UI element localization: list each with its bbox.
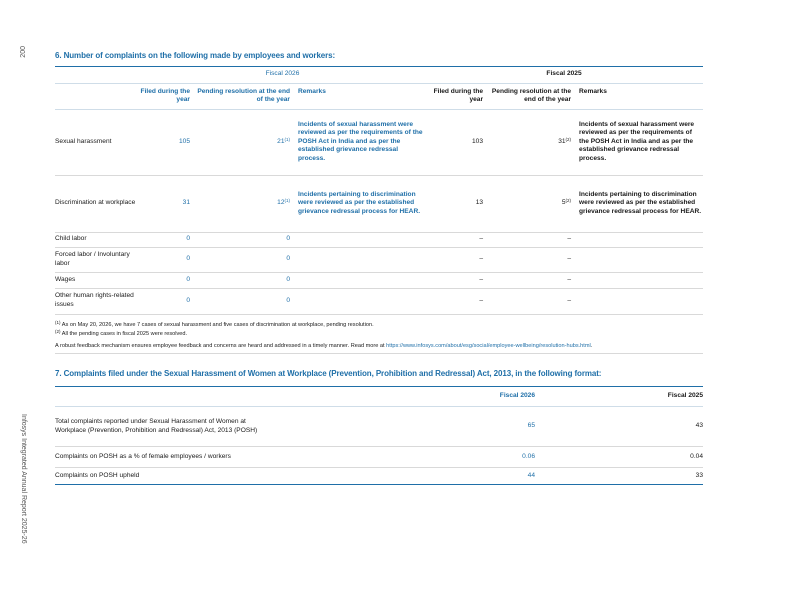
report-side-title: Infosys Integrated Annual Report 2025-26 xyxy=(20,414,27,544)
resolution-hubs-link[interactable]: https://www.infosys.com/about/esg/social/employee-wellbeing/resolution-hubs.html xyxy=(386,342,591,349)
row-label: Wages xyxy=(55,272,140,288)
footnote-ref: (1) xyxy=(284,136,290,142)
fy25-value: 33 xyxy=(535,468,703,485)
table-row xyxy=(55,468,703,485)
fy26-pending-value: 12$^{(1)}$ xyxy=(192,175,292,232)
fy25-filed-value: 13 xyxy=(425,175,485,232)
fiscal-2025-header: Fiscal 2025 xyxy=(535,387,703,407)
fiscal-year-header-row xyxy=(55,67,703,83)
fy26-pending-value: 21$^{(1)}$ xyxy=(192,109,292,175)
fy26-value: 0.06 xyxy=(273,447,535,468)
fy25-pending-header: Pending resolution at the end of the year xyxy=(485,83,573,109)
fy26-value: 65 xyxy=(273,407,535,447)
fy26-filed-value: 0 xyxy=(140,288,192,314)
table-row xyxy=(55,447,703,468)
footnotes xyxy=(55,315,703,354)
table-row xyxy=(55,247,703,272)
footnote-2: $^{(2)}$ All the pending cases in fiscal 2025 were resolved. xyxy=(55,329,188,337)
table-row xyxy=(55,175,703,232)
table-row xyxy=(55,407,703,447)
fy26-remarks-header: Remarks xyxy=(292,83,425,109)
fy25-filed-value: – xyxy=(425,272,485,288)
fy26-value: 44 xyxy=(273,468,535,485)
fy26-filed-value: 0 xyxy=(140,247,192,272)
footnote-ref: (2) xyxy=(565,198,572,204)
row-label: Other human rights-related issues xyxy=(55,288,140,314)
row-label: Total complaints reported under Sexual Harassment of Women at Workplace (Prevention, Prohibition and Redressal) Act, 2013 (POSH) xyxy=(55,407,273,447)
column-header-row xyxy=(55,83,703,109)
page-number: 200 xyxy=(20,46,27,58)
footnote-ref: (2) xyxy=(565,136,572,142)
row-label: Complaints on POSH upheld xyxy=(55,468,273,485)
fy25-filed-value: 103 xyxy=(425,109,485,175)
row-label: Forced labor / Involuntary labor xyxy=(55,247,140,272)
fy25-filed-value: – xyxy=(425,247,485,272)
fy26-filed-header: Filed during the year xyxy=(140,83,192,109)
fy25-value: 43 xyxy=(535,407,703,447)
fy26-filed-value: 0 xyxy=(140,232,192,247)
fy25-pending-value: – xyxy=(485,247,573,272)
page-content xyxy=(55,50,703,485)
fy26-pending-header: Pending resolution at the end of the year xyxy=(192,83,292,109)
fiscal-2025-header: Fiscal 2025 xyxy=(425,67,703,83)
fy25-filed-value: – xyxy=(425,288,485,314)
fy25-pending-value: – xyxy=(485,232,573,247)
fy26-filed-value: 31 xyxy=(140,175,192,232)
fy25-remarks: Incidents of sexual harassment were reviewed as per the requirements of the POSH Act in India and as per the established grievance redressal process. xyxy=(573,109,703,175)
section-6-heading: 6. Number of complaints on the following made by employees and workers: xyxy=(55,51,336,60)
fy26-pending-value: 0 xyxy=(192,247,292,272)
fy26-pending-value: 0 xyxy=(192,272,292,288)
table-row xyxy=(55,109,703,175)
fy26-pending-value: 0 xyxy=(192,232,292,247)
table-row xyxy=(55,272,703,288)
fy25-value: 0.04 xyxy=(535,447,703,468)
fy26-filed-value: 105 xyxy=(140,109,192,175)
row-label: Complaints on POSH as a % of female employees / workers xyxy=(55,447,273,468)
fy25-remarks: Incidents pertaining to discrimination were reviewed as per the established grievance redressal process for HEAR. xyxy=(573,175,703,232)
fy26-remarks: Incidents of sexual harassment were reviewed as per the requirements of the POSH Act in India and as per the established grievance redressal process. xyxy=(292,109,425,175)
fiscal-2026-header: Fiscal 2026 xyxy=(273,387,535,407)
column-header-row xyxy=(55,387,703,407)
row-label: Sexual harassment xyxy=(55,109,140,175)
row-label: Discrimination at workplace xyxy=(55,175,140,232)
fy25-filed-header: Filed during the year xyxy=(425,83,485,109)
feedback-note: A robust feedback mechanism ensures employee feedback and concerns are heard and addressed in a timely manner. Read more at https://www.infosys.com/about/esg/social/employee-wellbeing/resolution-hubs.html. xyxy=(55,342,593,349)
fy25-pending-value: – xyxy=(485,272,573,288)
table-row xyxy=(55,232,703,247)
fy25-pending-value: – xyxy=(485,288,573,314)
fy26-filed-value: 0 xyxy=(140,272,192,288)
fiscal-2026-header: Fiscal 2026 xyxy=(140,67,425,83)
fy25-pending-value: 31$^{(2)}$ xyxy=(485,109,573,175)
fy25-pending-value: 5$^{(2)}$ xyxy=(485,175,573,232)
complaints-table xyxy=(55,67,703,315)
fy26-pending-value: 0 xyxy=(192,288,292,314)
footnote-1: $^{(1)}$ As on May 20, 2026, we have 7 cases of sexual harassment and five cases of discrimination at workplace, pending resolution. xyxy=(55,319,374,328)
fy25-remarks-header: Remarks xyxy=(573,83,703,109)
fy25-filed-value: – xyxy=(425,232,485,247)
footnote-ref: (1) xyxy=(284,198,290,204)
fy26-remarks: Incidents pertaining to discrimination were reviewed as per the established grievance redressal process for HEAR. xyxy=(292,175,425,232)
table-row xyxy=(55,288,703,314)
row-label: Child labor xyxy=(55,232,140,247)
posh-complaints-table xyxy=(55,387,703,486)
section-7-heading: 7. Complaints filed under the Sexual Harassment of Women at Workplace (Prevention, Prohibition and Redressal) Act, 2013, in the following format: xyxy=(55,368,602,378)
